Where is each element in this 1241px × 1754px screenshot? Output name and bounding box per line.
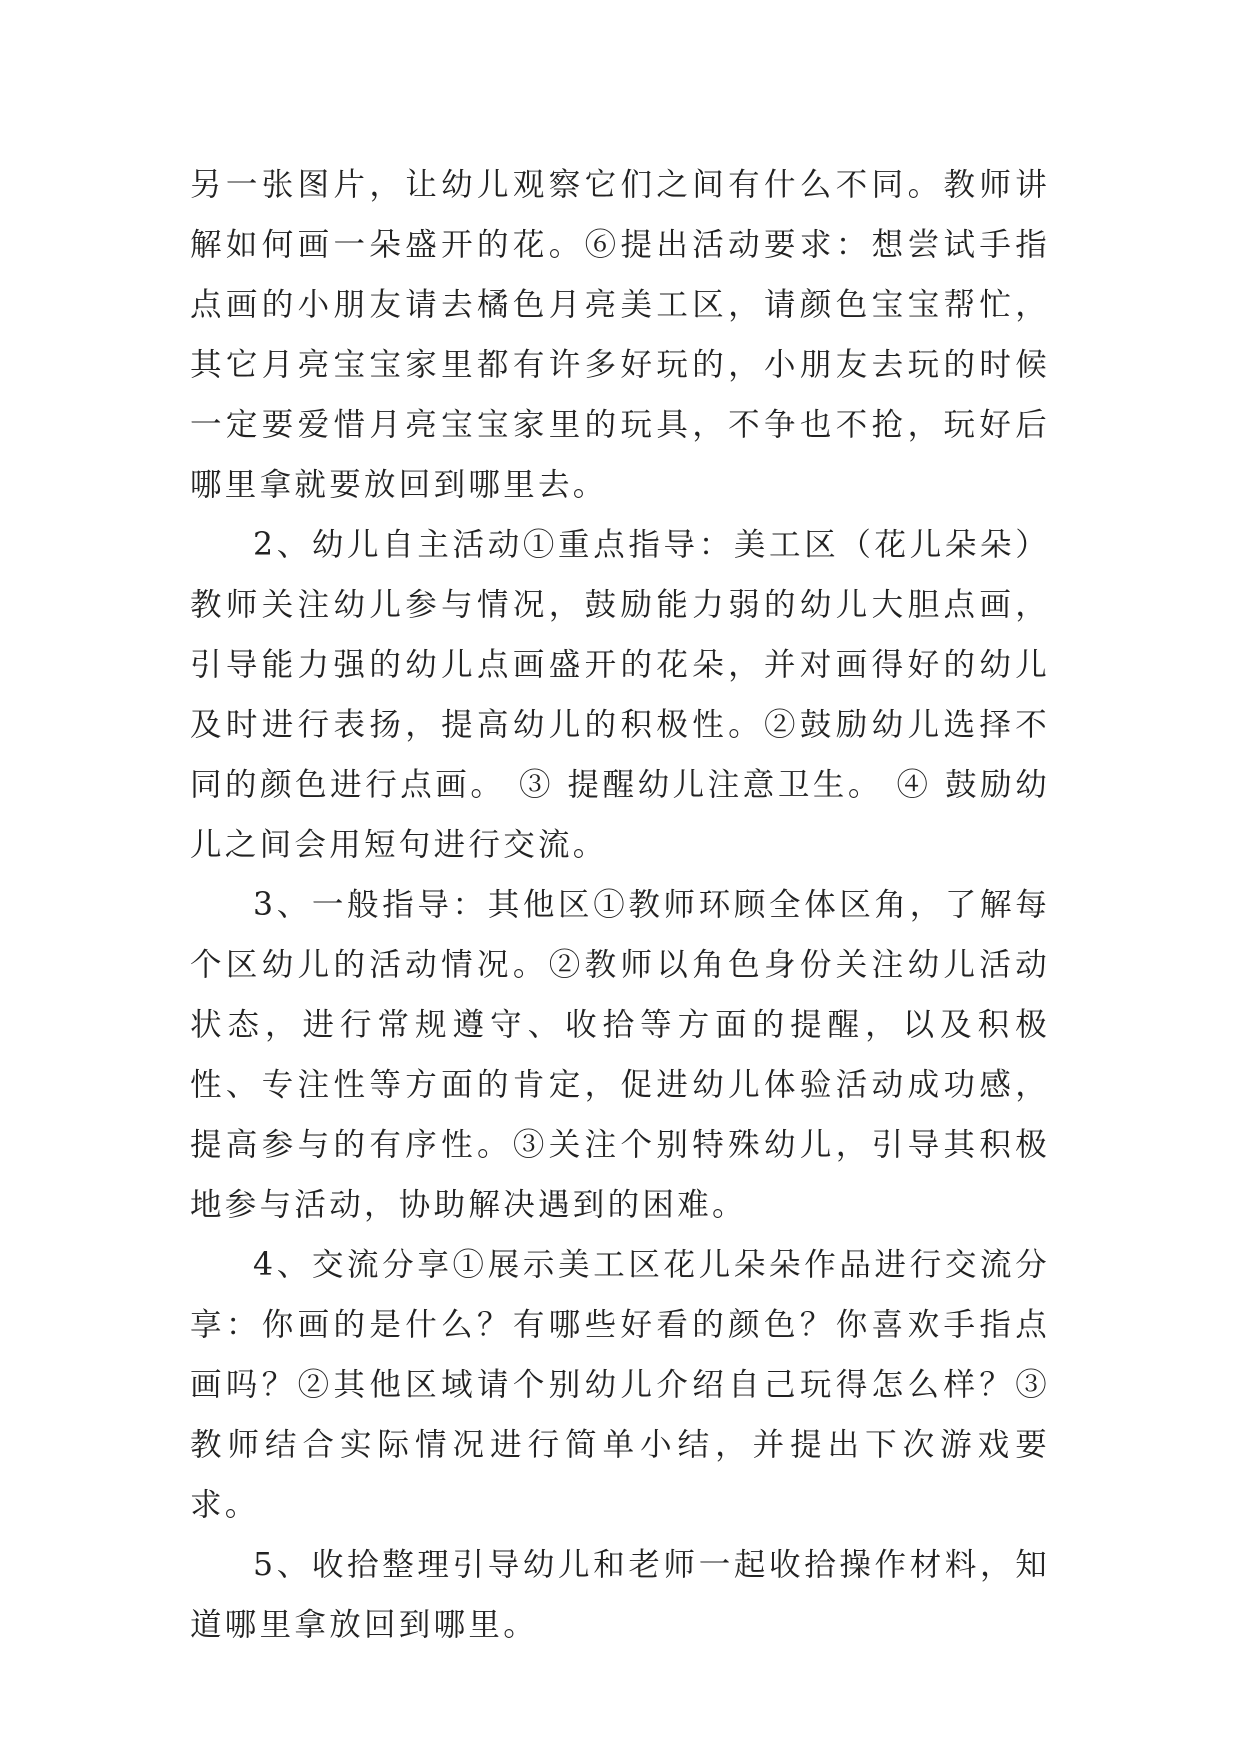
- paragraph-step-4: 4、交流分享①展示美工区花儿朵朵作品进行交流分享：你画的是什么？有哪些好看的颜色？你喜欢手指点画吗？②其他区域请个别幼儿介绍自己玩得怎么样？③教师结合实际情况进行简单小结，并提出下次游戏要求。: [190, 1247, 1050, 1523]
- document-body: [190, 155, 1050, 1655]
- paragraph-step-5: 5、收拾整理引导幼儿和老师一起收拾操作材料，知道哪里拿放回到哪里。: [190, 1547, 1050, 1643]
- paragraph-continuation: 另一张图片，让幼儿观察它们之间有什么不同。教师讲解如何画一朵盛开的花。⑥提出活动要求：想尝试手指点画的小朋友请去橘色月亮美工区，请颜色宝宝帮忙，其它月亮宝宝家里都有许多好玩的，小朋友去玩的时候一定要爱惜月亮宝宝家里的玩具，不争也不抢，玩好后哪里拿就要放回到哪里去。: [190, 167, 1050, 503]
- paragraph-step-2: 2、幼儿自主活动①重点指导：美工区（花儿朵朵）教师关注幼儿参与情况，鼓励能力弱的幼儿大胆点画，引导能力强的幼儿点画盛开的花朵，并对画得好的幼儿及时进行表扬，提高幼儿的积极性。②鼓励幼儿选择不同的颜色进行点画。 ③ 提醒幼儿注意卫生。 ④ 鼓励幼儿之间会用短句进行交流。: [190, 527, 1050, 863]
- paragraph-step-3: 3、一般指导：其他区①教师环顾全体区角，了解每个区幼儿的活动情况。②教师以角色身份关注幼儿活动状态，进行常规遵守、收拾等方面的提醒，以及积极性、专注性等方面的肯定，促进幼儿体验活动成功感，提高参与的有序性。③关注个别特殊幼儿，引导其积极地参与活动，协助解决遇到的困难。: [190, 887, 1050, 1223]
